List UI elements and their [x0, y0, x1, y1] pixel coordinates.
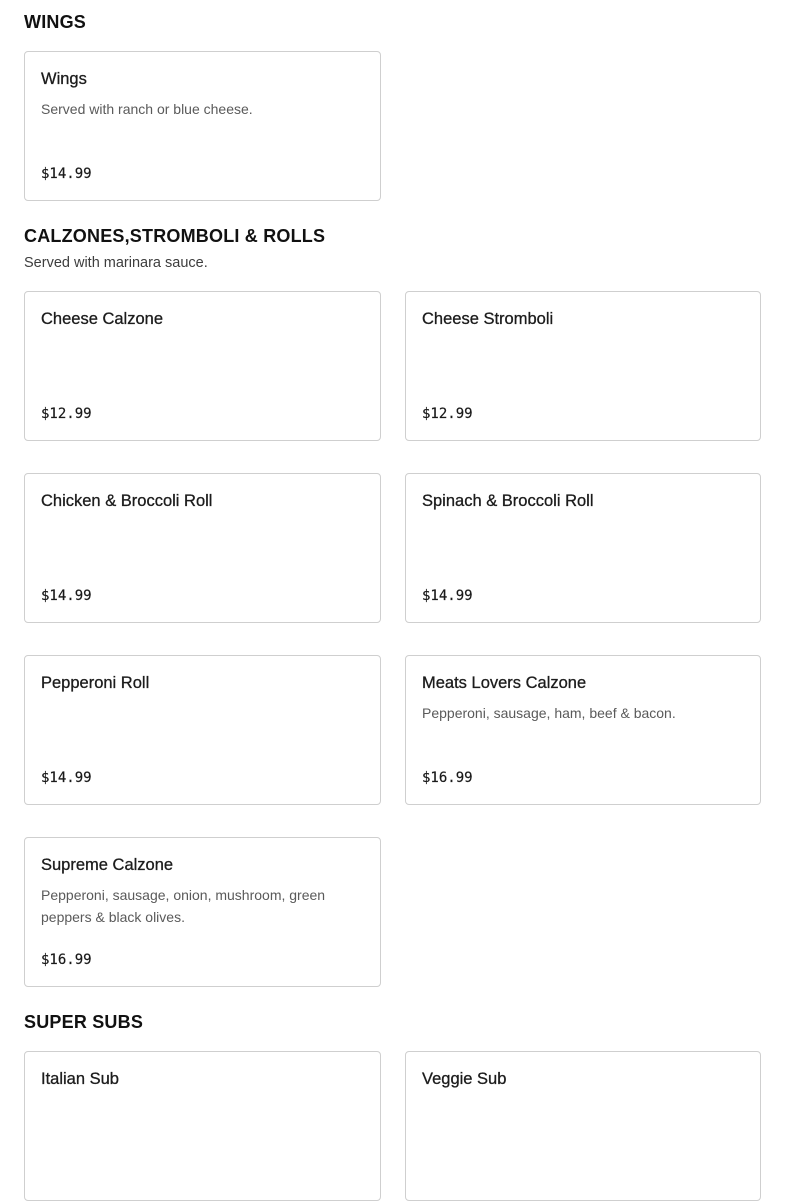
menu-item-card[interactable]	[24, 655, 381, 805]
menu-item-card[interactable]	[24, 1051, 381, 1201]
menu-item-card[interactable]	[24, 837, 381, 987]
item-name: Cheese Calzone	[41, 310, 163, 328]
menu-item-card[interactable]	[405, 655, 761, 805]
item-description: Served with ranch or blue cheese.	[41, 101, 253, 117]
item-price: $12.99	[41, 406, 92, 422]
item-price: $14.99	[422, 588, 473, 604]
menu-item-card[interactable]	[24, 51, 381, 201]
item-name: Supreme Calzone	[41, 856, 174, 874]
item-price: $12.99	[422, 406, 473, 422]
section-description-calzones: Served with marinara sauce.	[24, 255, 208, 271]
section-title-wings: WINGS	[24, 12, 86, 32]
item-description: Pepperoni, sausage, onion, mushroom, green peppers & black olives.	[41, 887, 326, 925]
item-name: Spinach & Broccoli Roll	[422, 492, 594, 510]
menu-item-card[interactable]	[24, 473, 381, 623]
item-name: Cheese Stromboli	[422, 310, 554, 328]
menu-item-card[interactable]	[405, 291, 761, 441]
item-description: Pepperoni, sausage, ham, beef & bacon.	[422, 705, 676, 721]
item-name: Meats Lovers Calzone	[422, 674, 587, 692]
item-price: $14.99	[41, 770, 92, 786]
menu-item-card[interactable]	[405, 473, 761, 623]
item-price: $14.99	[41, 588, 92, 604]
item-price: $14.99	[41, 166, 92, 182]
item-name: Veggie Sub	[422, 1070, 507, 1088]
menu-item-card[interactable]	[405, 1051, 761, 1201]
menu-item-card[interactable]	[24, 291, 381, 441]
section-title-calzones: CALZONES,STROMBOLI & ROLLS	[24, 226, 326, 246]
item-price: $16.99	[41, 952, 92, 968]
item-name: Chicken & Broccoli Roll	[41, 492, 213, 510]
item-price: $16.99	[422, 770, 473, 786]
item-name: Wings	[41, 70, 87, 88]
item-name: Italian Sub	[41, 1070, 119, 1088]
section-title-subs: SUPER SUBS	[24, 1012, 144, 1032]
item-name: Pepperoni Roll	[41, 674, 150, 692]
